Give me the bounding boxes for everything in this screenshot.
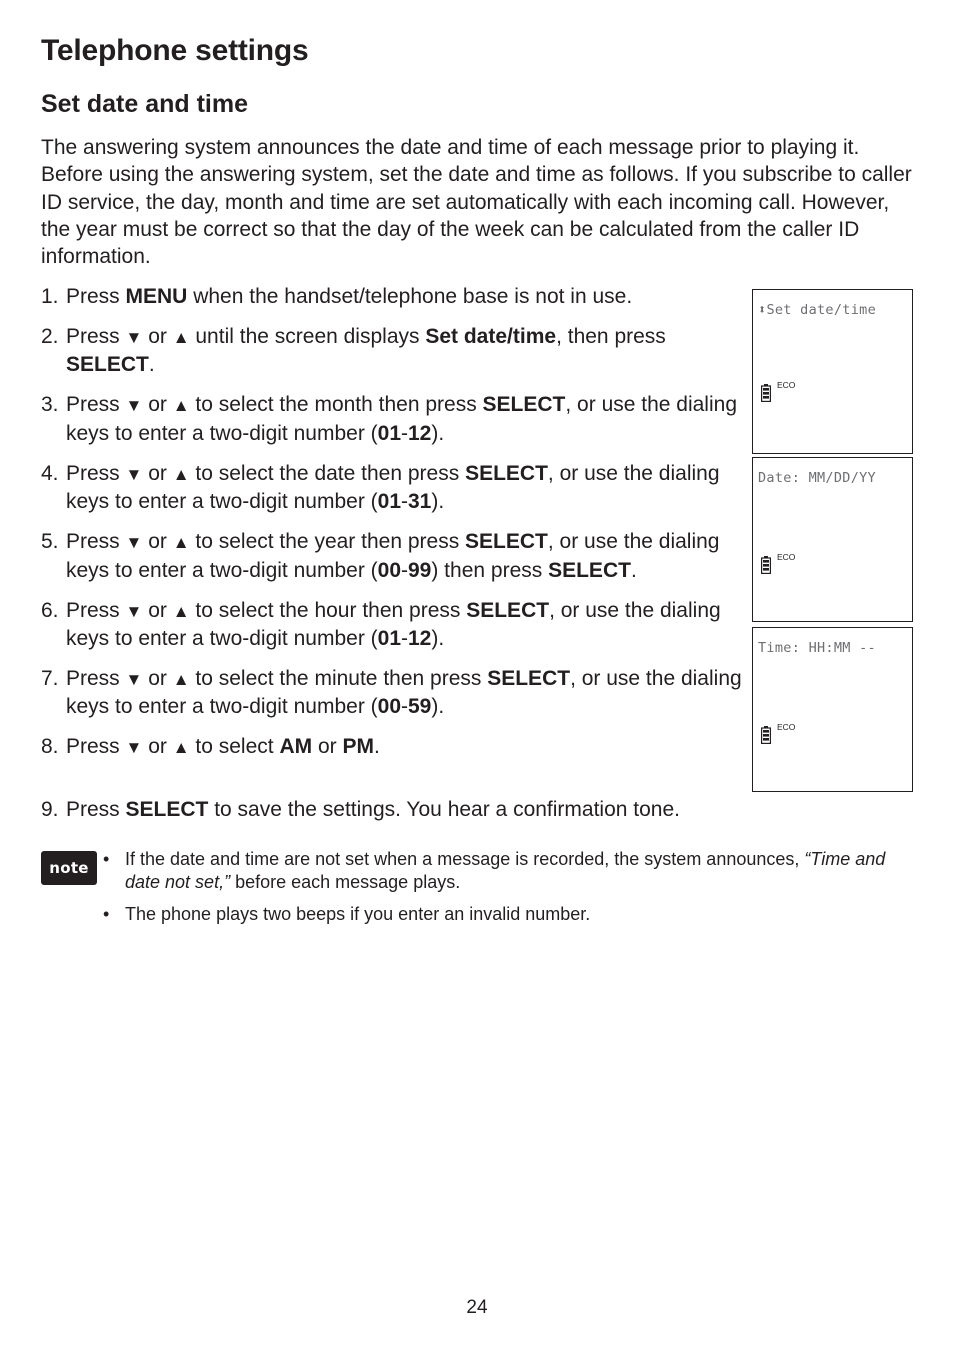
step-1 <box>41 283 751 310</box>
step-number: 4. <box>41 461 59 485</box>
step-number: 7. <box>41 667 59 691</box>
up-down-arrows-icon: ⬍ <box>758 302 767 318</box>
down-triangle-icon: ▼ <box>125 328 143 348</box>
handset-screen-set-date-time <box>752 289 913 454</box>
down-triangle-icon: ▼ <box>125 396 143 416</box>
battery-icon <box>761 384 771 402</box>
steps-list <box>41 283 751 775</box>
step-9 <box>41 796 901 823</box>
step-number: 3. <box>41 393 59 417</box>
step-number: 2. <box>41 325 59 349</box>
step-number: 5. <box>41 530 59 554</box>
up-triangle-icon: ▲ <box>172 396 190 416</box>
handset-screen-time <box>752 627 913 792</box>
down-triangle-icon: ▼ <box>125 738 143 758</box>
note-item <box>103 848 893 893</box>
step-text: Press ▼ or ▲ until the screen displays Set date/time, then press SELECT. <box>66 325 666 377</box>
up-triangle-icon: ▲ <box>172 738 190 758</box>
battery-icon <box>761 726 771 744</box>
down-triangle-icon: ▼ <box>125 601 143 621</box>
notes-list <box>103 848 893 936</box>
battery-icon <box>761 556 771 574</box>
step-number: 1. <box>41 285 59 308</box>
step-5 <box>41 528 751 584</box>
down-triangle-icon: ▼ <box>125 533 143 553</box>
step-number: 9. <box>41 798 59 821</box>
note-item <box>103 903 893 926</box>
up-triangle-icon: ▲ <box>172 533 190 553</box>
section-title: Set date and time <box>41 90 248 118</box>
up-triangle-icon: ▲ <box>172 601 190 621</box>
down-triangle-icon: ▼ <box>125 670 143 690</box>
step-text: Press ▼ or ▲ to select the hour then press SELECT, or use the dialing keys to enter a two-digit number (01-12). <box>66 598 721 650</box>
step-text: Press ▼ or ▲ to select the minute then press SELECT, or use the dialing keys to enter a two-digit number (00-59). <box>66 667 742 719</box>
page-number: 24 <box>466 1297 488 1318</box>
eco-indicator: ECO <box>777 552 796 562</box>
up-triangle-icon: ▲ <box>172 670 190 690</box>
screen-text: ⬍Set date/time <box>758 302 876 318</box>
step-7 <box>41 665 751 721</box>
step-2 <box>41 323 751 379</box>
note-text: The phone plays two beeps if you enter an invalid number. <box>125 904 591 924</box>
handset-screen-date <box>752 457 913 622</box>
down-triangle-icon: ▼ <box>125 464 143 484</box>
up-triangle-icon: ▲ <box>172 464 190 484</box>
step-text: Press ▼ or ▲ to select the year then press SELECT, or use the dialing keys to enter a two-digit number (00-99) then press SELECT. <box>66 530 720 582</box>
step-6 <box>41 597 751 653</box>
step-4 <box>41 460 751 516</box>
screen-text: Time: HH:MM -- <box>758 640 876 656</box>
intro-paragraph: The answering system announces the date and time of each message prior to playing it. Before using the answering system, set the date and time as follows. If you subscribe to caller ID service, the day, month and time are set automatically with each incoming call. However, the year must be correct so that the day of the week can be calculated from the caller ID information. <box>41 136 912 269</box>
eco-indicator: ECO <box>777 380 796 390</box>
bullet: • <box>103 849 110 869</box>
note-label: note <box>41 851 97 885</box>
page-title: Telephone settings <box>41 34 309 67</box>
step-text: Press ▼ or ▲ to select the month then press SELECT, or use the dialing keys to enter a two-digit number (01-12). <box>66 393 737 445</box>
step-number: 8. <box>41 735 59 759</box>
step-text: Press SELECT to save the settings. You hear a confirmation tone. <box>66 798 680 821</box>
bullet: • <box>103 904 110 924</box>
step-text: Press MENU when the handset/telephone base is not in use. <box>66 285 633 308</box>
step-3 <box>41 391 751 447</box>
eco-indicator: ECO <box>777 722 796 732</box>
note-text: If the date and time are not set when a message is recorded, the system announces, “Time and date not set,” before each message plays. <box>125 849 886 892</box>
step-text: Press ▼ or ▲ to select AM or PM. <box>66 733 751 761</box>
screen-text: Date: MM/DD/YY <box>758 470 876 486</box>
step-text: Press ▼ or ▲ to select the date then press SELECT, or use the dialing keys to enter a two-digit number (01-31). <box>66 461 720 514</box>
step-number: 6. <box>41 598 59 622</box>
step-8 <box>41 733 751 761</box>
up-triangle-icon: ▲ <box>172 328 190 348</box>
